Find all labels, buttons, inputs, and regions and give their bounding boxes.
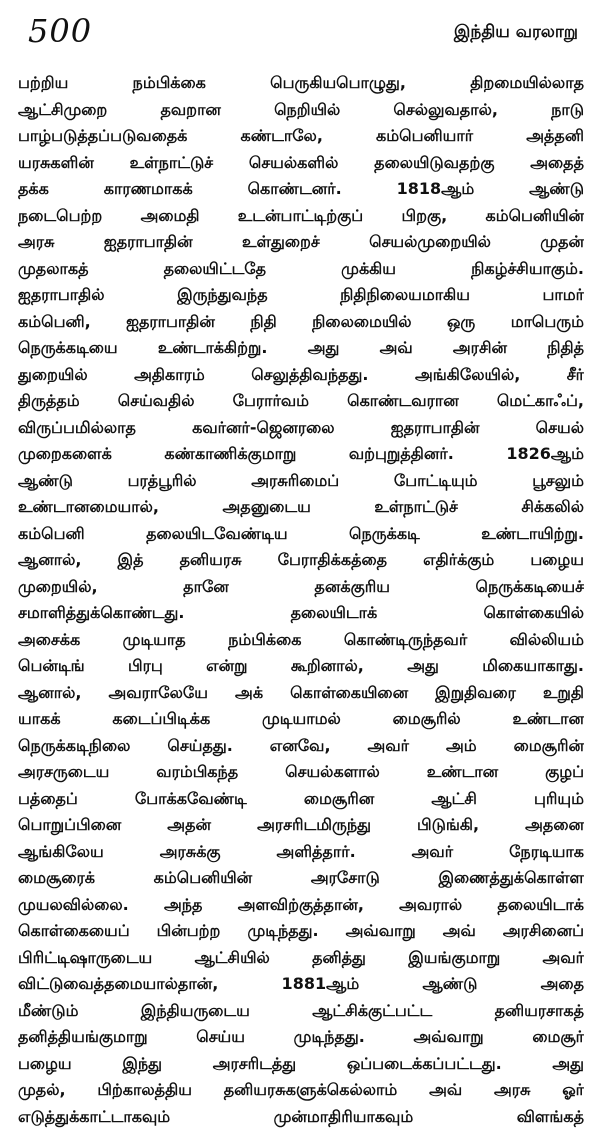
text-line: பொறுப்பினை அதன் அரசரிடமிருந்து பிடுங்கி, அதனை [18, 812, 584, 839]
text-line: அரசருடைய வரம்பிகந்த செயல்களால் உண்டான குழப் [18, 759, 584, 786]
text-line: மைசூரைக் கம்பெனியின் அரசோடு இணைத்துக்கொள்ள [18, 865, 584, 892]
text-line: அரசு ஐதராபாதின் உள்துறைச் செயல்முறையில் முதன் [18, 229, 584, 256]
text-line: அசைக்க முடியாத நம்பிக்கை கொண்டிருந்தவர் வில்லியம் [18, 627, 584, 654]
text-line: முதல், பிற்காலத்திய தனியரசுகளுக்கெல்லாம் அவ் அரசு ஓர் [18, 1077, 584, 1104]
text-line: தக்க காரணமாகக் கொண்டனர். 1818ஆம் ஆண்டு [18, 176, 584, 203]
text-line: பத்தைப் போக்கவேண்டி மைசூரின ஆட்சி புரியும் [18, 786, 584, 813]
body-text [18, 70, 584, 1130]
text-line: முறைகளைக் கண்காணிக்குமாறு வற்புறுத்தினர். 1826ஆம் [18, 441, 584, 468]
text-line: பிரிட்டிஷாருடைய ஆட்சியில் தனித்து இயங்குமாறு அவர் [18, 945, 584, 972]
text-line: பாழ்படுத்தப்படுவதைக் கண்டாலே, கம்பெனியார் அத்தனி [18, 123, 584, 150]
text-line: நெருக்கடிநிலை செய்தது. எனவே, அவர் அம் மைசூரின் [18, 733, 584, 760]
text-line: கம்பெனி தலையிடவேண்டிய நெருக்கடி உண்டாயிற்று. [18, 521, 584, 548]
text-line: விருப்பமில்லாத கவர்னர்-ஜெனரலை ஐதராபாதின் செயல் [18, 415, 584, 442]
text-line: ஆங்கிலேய அரசுக்கு அளித்தார். அவர் நேரடியாக [18, 839, 584, 866]
text-line: துறையில் அதிகாரம் செலுத்திவந்தது. அங்கிலேயில், சீர் [18, 362, 584, 389]
text-line: முயலவில்லை. அந்த அளவிற்குத்தான், அவரால் தலையிடாக் [18, 892, 584, 919]
text-line: ஐதராபாதில் இருந்துவந்த நிதிநிலையமாகிய பாமர் [18, 282, 584, 309]
text-line: முறையில், தானே தனக்குரிய நெருக்கடியைச் [18, 574, 584, 601]
text-line: யாகக் கடைப்பிடிக்க முடியாமல் மைசூரில் உண்டான [18, 706, 584, 733]
text-line: கம்பெனி, ஐதராபாதின் நிதி நிலைமையில் ஒரு மாபெரும் [18, 309, 584, 336]
text-line: பற்றிய நம்பிக்கை பெருகியபொழுது, திறமையில்லாத [18, 70, 584, 97]
text-line: ஆட்சிமுறை தவறான நெறியில் செல்லுவதால், நாடு [18, 97, 584, 124]
text-line: ஆனால், இத் தனியரசு பேராதிக்கத்தை எதிர்க்கும் பழைய [18, 547, 584, 574]
text-line: கொள்கையைப் பின்பற்ற முடிந்தது. அவ்வாறு அவ் அரசினைப் [18, 918, 584, 945]
text-line: முதலாகத் தலையிட்டதே முக்கிய நிகழ்ச்சியாகும். [18, 256, 584, 283]
text-line: ஆனால், அவராலேயே அக் கொள்கையினை இறுதிவரை உறுதி [18, 680, 584, 707]
text-line: ஆண்டு பரத்பூரில் அரசுரிமைப் போட்டியும் பூசலும் [18, 468, 584, 495]
text-line: மீண்டும் இந்தியருடைய ஆட்சிக்குட்பட்ட தனியரசாகத் [18, 998, 584, 1025]
text-line: நடைபெற்ற அமைதி உடன்பாட்டிற்குப் பிறகு, கம்பெனியின் [18, 203, 584, 230]
text-line: பென்டிங் பிரபு என்று கூறினால், அது மிகையாகாது. [18, 653, 584, 680]
running-head: இந்திய வரலாறு [454, 22, 578, 44]
text-line: விட்டுவைத்தமையால்தான், 1881ஆம் ஆண்டு அதை [18, 971, 584, 998]
text-line: எடுத்துக்காட்டாகவும் முன்மாதிரியாகவும் விளங்கத் [18, 1104, 584, 1130]
text-line: சமாளித்துக்கொண்டது. தலையிடாக் கொள்கையில் [18, 600, 584, 627]
text-line: தனித்தியங்குமாறு செய்ய முடிந்தது. அவ்வாறு மைசூர் [18, 1024, 584, 1051]
page-number: 500 [28, 12, 92, 50]
text-line: யரசுகளின் உள்நாட்டுச் செயல்களில் தலையிடுவதற்கு அதைத் [18, 150, 584, 177]
text-line: உண்டானமையால், அதனுடைய உள்நாட்டுச் சிக்கலில் [18, 494, 584, 521]
text-line: நெருக்கடியை உண்டாக்கிற்று. அது அவ் அரசின் நிதித் [18, 335, 584, 362]
text-line: திருத்தம் செய்வதில் பேரார்வம் கொண்டவரான மெட்காஃப், [18, 388, 584, 415]
text-line: பழைய இந்து அரசரிடத்து ஒப்படைக்கப்பட்டது. அது [18, 1051, 584, 1078]
